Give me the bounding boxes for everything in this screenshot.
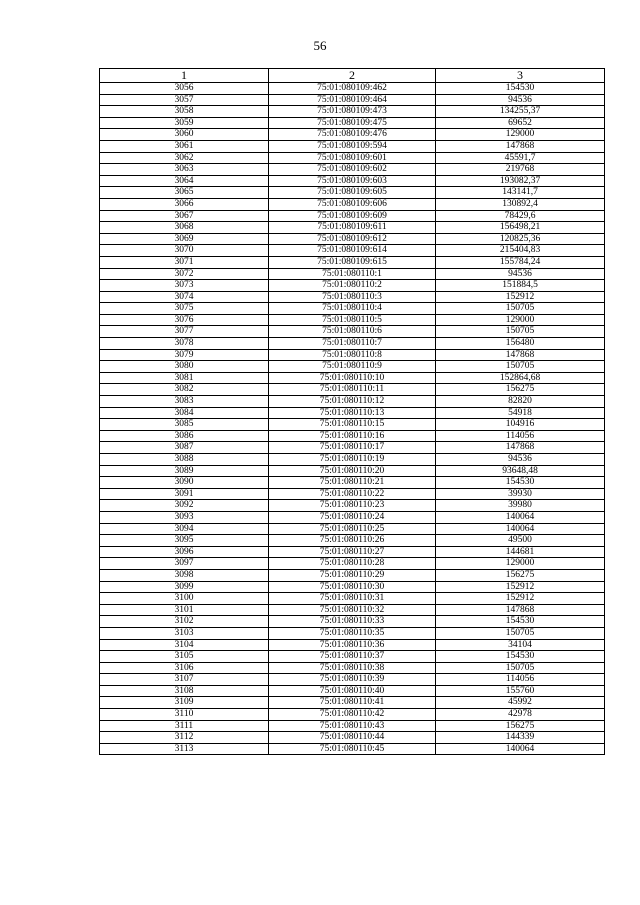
table-row xyxy=(100,175,605,187)
value-cell: 144339 xyxy=(436,732,605,744)
table-row xyxy=(100,384,605,396)
table-row xyxy=(100,349,605,361)
table-row xyxy=(100,245,605,257)
value-cell: 147868 xyxy=(436,349,605,361)
value-cell: 39980 xyxy=(436,500,605,512)
row-number-cell: 3086 xyxy=(100,430,269,442)
row-number-cell: 3099 xyxy=(100,581,269,593)
value-cell: 156480 xyxy=(436,338,605,350)
table-row xyxy=(100,361,605,373)
table-header xyxy=(100,69,605,83)
row-number-cell: 3083 xyxy=(100,396,269,408)
value-cell: 134255,37 xyxy=(436,106,605,118)
value-cell: 140064 xyxy=(436,743,605,755)
value-cell: 130892,4 xyxy=(436,198,605,210)
row-number-cell: 3094 xyxy=(100,523,269,535)
cadastral-number-cell: 75:01:080110:17 xyxy=(269,442,436,454)
value-cell: 150705 xyxy=(436,361,605,373)
row-number-cell: 3107 xyxy=(100,674,269,686)
table-row xyxy=(100,523,605,535)
table-row xyxy=(100,674,605,686)
cadastral-number-cell: 75:01:080110:19 xyxy=(269,454,436,466)
value-cell: 147868 xyxy=(436,442,605,454)
table-row xyxy=(100,187,605,199)
table-row xyxy=(100,511,605,523)
row-number-cell: 3073 xyxy=(100,280,269,292)
table-row xyxy=(100,280,605,292)
value-cell: 156498,21 xyxy=(436,222,605,234)
value-cell: 151884,5 xyxy=(436,280,605,292)
row-number-cell: 3057 xyxy=(100,94,269,106)
row-number-cell: 3062 xyxy=(100,152,269,164)
registry-table xyxy=(99,68,605,755)
row-number-cell: 3084 xyxy=(100,407,269,419)
value-cell: 129000 xyxy=(436,314,605,326)
header-row xyxy=(100,69,605,83)
cadastral-number-cell: 75:01:080110:6 xyxy=(269,326,436,338)
cadastral-number-cell: 75:01:080110:43 xyxy=(269,720,436,732)
value-cell: 152912 xyxy=(436,291,605,303)
cadastral-number-cell: 75:01:080110:41 xyxy=(269,697,436,709)
value-cell: 155784,24 xyxy=(436,256,605,268)
cadastral-number-cell: 75:01:080110:10 xyxy=(269,372,436,384)
cadastral-number-cell: 75:01:080110:44 xyxy=(269,732,436,744)
row-number-cell: 3093 xyxy=(100,511,269,523)
row-number-cell: 3110 xyxy=(100,709,269,721)
value-cell: 140064 xyxy=(436,511,605,523)
row-number-cell: 3102 xyxy=(100,616,269,628)
table-row xyxy=(100,616,605,628)
table-row xyxy=(100,129,605,141)
table-row xyxy=(100,546,605,558)
value-cell: 114056 xyxy=(436,430,605,442)
table-row xyxy=(100,639,605,651)
value-cell: 129000 xyxy=(436,129,605,141)
cadastral-number-cell: 75:01:080110:20 xyxy=(269,465,436,477)
cadastral-number-cell: 75:01:080110:11 xyxy=(269,384,436,396)
cadastral-number-cell: 75:01:080109:602 xyxy=(269,164,436,176)
cadastral-number-cell: 75:01:080110:33 xyxy=(269,616,436,628)
table-row xyxy=(100,454,605,466)
value-cell: 34104 xyxy=(436,639,605,651)
row-number-cell: 3090 xyxy=(100,477,269,489)
column-header-1: 1 xyxy=(100,69,269,83)
table-row xyxy=(100,372,605,384)
value-cell: 147868 xyxy=(436,604,605,616)
row-number-cell: 3071 xyxy=(100,256,269,268)
value-cell: 155760 xyxy=(436,685,605,697)
cadastral-number-cell: 75:01:080110:13 xyxy=(269,407,436,419)
table-row xyxy=(100,569,605,581)
cadastral-number-cell: 75:01:080109:606 xyxy=(269,198,436,210)
table-row xyxy=(100,94,605,106)
value-cell: 152864,68 xyxy=(436,372,605,384)
row-number-cell: 3087 xyxy=(100,442,269,454)
column-header-3: 3 xyxy=(436,69,605,83)
column-header-2: 2 xyxy=(269,69,436,83)
table-row xyxy=(100,442,605,454)
value-cell: 94536 xyxy=(436,454,605,466)
row-number-cell: 3059 xyxy=(100,117,269,129)
row-number-cell: 3113 xyxy=(100,743,269,755)
value-cell: 42978 xyxy=(436,709,605,721)
cadastral-number-cell: 75:01:080110:27 xyxy=(269,546,436,558)
table-row xyxy=(100,83,605,95)
row-number-cell: 3056 xyxy=(100,83,269,95)
cadastral-number-cell: 75:01:080110:24 xyxy=(269,511,436,523)
row-number-cell: 3077 xyxy=(100,326,269,338)
value-cell: 156275 xyxy=(436,384,605,396)
row-number-cell: 3100 xyxy=(100,593,269,605)
table-row xyxy=(100,535,605,547)
cadastral-number-cell: 75:01:080110:7 xyxy=(269,338,436,350)
cadastral-number-cell: 75:01:080109:601 xyxy=(269,152,436,164)
cadastral-number-cell: 75:01:080110:28 xyxy=(269,558,436,570)
table-row xyxy=(100,198,605,210)
cadastral-number-cell: 75:01:080110:36 xyxy=(269,639,436,651)
table-row xyxy=(100,709,605,721)
row-number-cell: 3092 xyxy=(100,500,269,512)
cadastral-number-cell: 75:01:080109:475 xyxy=(269,117,436,129)
row-number-cell: 3101 xyxy=(100,604,269,616)
cadastral-number-cell: 75:01:080110:29 xyxy=(269,569,436,581)
cadastral-number-cell: 75:01:080110:5 xyxy=(269,314,436,326)
row-number-cell: 3079 xyxy=(100,349,269,361)
table-row xyxy=(100,396,605,408)
value-cell: 193082,37 xyxy=(436,175,605,187)
cadastral-number-cell: 75:01:080109:614 xyxy=(269,245,436,257)
row-number-cell: 3108 xyxy=(100,685,269,697)
cadastral-number-cell: 75:01:080109:605 xyxy=(269,187,436,199)
value-cell: 94536 xyxy=(436,94,605,106)
value-cell: 152912 xyxy=(436,593,605,605)
row-number-cell: 3091 xyxy=(100,488,269,500)
cadastral-number-cell: 75:01:080109:609 xyxy=(269,210,436,222)
value-cell: 78429,6 xyxy=(436,210,605,222)
row-number-cell: 3096 xyxy=(100,546,269,558)
value-cell: 156275 xyxy=(436,569,605,581)
value-cell: 104916 xyxy=(436,419,605,431)
cadastral-number-cell: 75:01:080110:8 xyxy=(269,349,436,361)
cadastral-number-cell: 75:01:080110:37 xyxy=(269,651,436,663)
table-row xyxy=(100,326,605,338)
row-number-cell: 3080 xyxy=(100,361,269,373)
table-row xyxy=(100,500,605,512)
value-cell: 114056 xyxy=(436,674,605,686)
row-number-cell: 3060 xyxy=(100,129,269,141)
value-cell: 152912 xyxy=(436,581,605,593)
cadastral-number-cell: 75:01:080109:612 xyxy=(269,233,436,245)
row-number-cell: 3064 xyxy=(100,175,269,187)
row-number-cell: 3074 xyxy=(100,291,269,303)
cadastral-number-cell: 75:01:080110:25 xyxy=(269,523,436,535)
cadastral-number-cell: 75:01:080109:611 xyxy=(269,222,436,234)
cadastral-number-cell: 75:01:080110:26 xyxy=(269,535,436,547)
row-number-cell: 3065 xyxy=(100,187,269,199)
value-cell: 140064 xyxy=(436,523,605,535)
table-row xyxy=(100,256,605,268)
cadastral-number-cell: 75:01:080109:473 xyxy=(269,106,436,118)
table-row xyxy=(100,303,605,315)
row-number-cell: 3069 xyxy=(100,233,269,245)
row-number-cell: 3088 xyxy=(100,454,269,466)
cadastral-number-cell: 75:01:080110:42 xyxy=(269,709,436,721)
table-row xyxy=(100,338,605,350)
row-number-cell: 3081 xyxy=(100,372,269,384)
value-cell: 150705 xyxy=(436,303,605,315)
table-row xyxy=(100,164,605,176)
value-cell: 129000 xyxy=(436,558,605,570)
value-cell: 154530 xyxy=(436,477,605,489)
cadastral-number-cell: 75:01:080110:21 xyxy=(269,477,436,489)
row-number-cell: 3075 xyxy=(100,303,269,315)
table-row xyxy=(100,210,605,222)
table-row xyxy=(100,291,605,303)
value-cell: 150705 xyxy=(436,326,605,338)
row-number-cell: 3085 xyxy=(100,419,269,431)
row-number-cell: 3058 xyxy=(100,106,269,118)
row-number-cell: 3097 xyxy=(100,558,269,570)
value-cell: 154530 xyxy=(436,83,605,95)
row-number-cell: 3061 xyxy=(100,140,269,152)
cadastral-number-cell: 75:01:080110:30 xyxy=(269,581,436,593)
cadastral-number-cell: 75:01:080110:12 xyxy=(269,396,436,408)
value-cell: 69652 xyxy=(436,117,605,129)
table-row xyxy=(100,117,605,129)
value-cell: 150705 xyxy=(436,662,605,674)
row-number-cell: 3105 xyxy=(100,651,269,663)
table-row xyxy=(100,558,605,570)
row-number-cell: 3111 xyxy=(100,720,269,732)
cadastral-number-cell: 75:01:080109:462 xyxy=(269,83,436,95)
table-row xyxy=(100,419,605,431)
value-cell: 49500 xyxy=(436,535,605,547)
cadastral-number-cell: 75:01:080110:31 xyxy=(269,593,436,605)
table-row xyxy=(100,477,605,489)
row-number-cell: 3089 xyxy=(100,465,269,477)
value-cell: 150705 xyxy=(436,627,605,639)
row-number-cell: 3063 xyxy=(100,164,269,176)
row-number-cell: 3103 xyxy=(100,627,269,639)
value-cell: 45591,7 xyxy=(436,152,605,164)
table-row xyxy=(100,651,605,663)
table-row xyxy=(100,743,605,755)
value-cell: 215404,83 xyxy=(436,245,605,257)
cadastral-number-cell: 75:01:080110:22 xyxy=(269,488,436,500)
table-row xyxy=(100,407,605,419)
page-number: 56 xyxy=(313,38,327,53)
table-row xyxy=(100,314,605,326)
value-cell: 154530 xyxy=(436,651,605,663)
value-cell: 147868 xyxy=(436,140,605,152)
value-cell: 120825,36 xyxy=(436,233,605,245)
cadastral-number-cell: 75:01:080110:15 xyxy=(269,419,436,431)
cadastral-number-cell: 75:01:080110:39 xyxy=(269,674,436,686)
table-row xyxy=(100,627,605,639)
cadastral-number-cell: 75:01:080110:35 xyxy=(269,627,436,639)
value-cell: 82820 xyxy=(436,396,605,408)
cadastral-number-cell: 75:01:080110:1 xyxy=(269,268,436,280)
value-cell: 39930 xyxy=(436,488,605,500)
row-number-cell: 3078 xyxy=(100,338,269,350)
row-number-cell: 3076 xyxy=(100,314,269,326)
cadastral-number-cell: 75:01:080110:16 xyxy=(269,430,436,442)
cadastral-number-cell: 75:01:080110:4 xyxy=(269,303,436,315)
row-number-cell: 3112 xyxy=(100,732,269,744)
row-number-cell: 3072 xyxy=(100,268,269,280)
value-cell: 154530 xyxy=(436,616,605,628)
table-row xyxy=(100,697,605,709)
value-cell: 143141,7 xyxy=(436,187,605,199)
row-number-cell: 3109 xyxy=(100,697,269,709)
cadastral-number-cell: 75:01:080110:32 xyxy=(269,604,436,616)
value-cell: 93648,48 xyxy=(436,465,605,477)
table-body xyxy=(100,83,605,755)
table-row xyxy=(100,222,605,234)
table-row xyxy=(100,488,605,500)
cadastral-number-cell: 75:01:080110:38 xyxy=(269,662,436,674)
value-cell: 94536 xyxy=(436,268,605,280)
row-number-cell: 3104 xyxy=(100,639,269,651)
cadastral-number-cell: 75:01:080109:464 xyxy=(269,94,436,106)
table-row xyxy=(100,581,605,593)
cadastral-number-cell: 75:01:080109:615 xyxy=(269,256,436,268)
cadastral-number-cell: 75:01:080110:9 xyxy=(269,361,436,373)
value-cell: 219768 xyxy=(436,164,605,176)
row-number-cell: 3070 xyxy=(100,245,269,257)
table-row xyxy=(100,732,605,744)
value-cell: 54918 xyxy=(436,407,605,419)
row-number-cell: 3095 xyxy=(100,535,269,547)
table-row xyxy=(100,604,605,616)
cadastral-number-cell: 75:01:080110:40 xyxy=(269,685,436,697)
row-number-cell: 3068 xyxy=(100,222,269,234)
value-cell: 45992 xyxy=(436,697,605,709)
cadastral-number-cell: 75:01:080110:2 xyxy=(269,280,436,292)
table-row xyxy=(100,268,605,280)
table-row xyxy=(100,685,605,697)
cadastral-number-cell: 75:01:080110:23 xyxy=(269,500,436,512)
cadastral-number-cell: 75:01:080109:603 xyxy=(269,175,436,187)
table-row xyxy=(100,152,605,164)
value-cell: 156275 xyxy=(436,720,605,732)
value-cell: 144681 xyxy=(436,546,605,558)
row-number-cell: 3067 xyxy=(100,210,269,222)
row-number-cell: 3066 xyxy=(100,198,269,210)
cadastral-number-cell: 75:01:080109:594 xyxy=(269,140,436,152)
cadastral-number-cell: 75:01:080110:45 xyxy=(269,743,436,755)
cadastral-number-cell: 75:01:080109:476 xyxy=(269,129,436,141)
row-number-cell: 3106 xyxy=(100,662,269,674)
table-row xyxy=(100,720,605,732)
row-number-cell: 3082 xyxy=(100,384,269,396)
table-row xyxy=(100,465,605,477)
table-row xyxy=(100,106,605,118)
table-row xyxy=(100,233,605,245)
table-row xyxy=(100,662,605,674)
table-row xyxy=(100,140,605,152)
row-number-cell: 3098 xyxy=(100,569,269,581)
cadastral-number-cell: 75:01:080110:3 xyxy=(269,291,436,303)
table-row xyxy=(100,430,605,442)
table-row xyxy=(100,593,605,605)
